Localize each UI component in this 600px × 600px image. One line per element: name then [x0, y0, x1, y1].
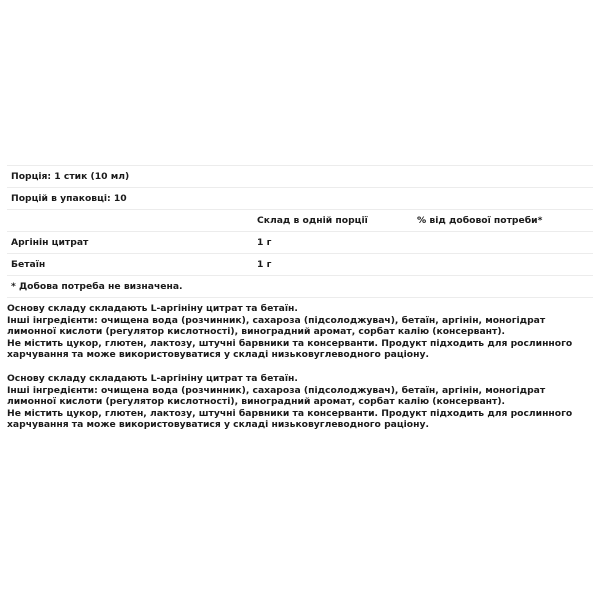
- footnote-row: [7, 276, 593, 298]
- table-header-row: [7, 210, 593, 232]
- table-row: [7, 232, 593, 254]
- ingredient-name: Аргінін цитрат: [11, 237, 89, 248]
- servings-per-package: Порцій в упаковці: 10: [11, 193, 127, 204]
- ingredient-amount: 1 г: [257, 237, 272, 248]
- header-amount-per-serving: Склад в одній порції: [257, 215, 368, 226]
- nutrition-facts-table: [7, 165, 593, 298]
- description-block: [7, 303, 595, 361]
- ingredient-name: Бетаїн: [11, 259, 46, 270]
- footnote: * Добова потреба не визначена.: [11, 281, 183, 292]
- servings-per-package-row: [7, 188, 593, 210]
- serving-size-row: [7, 166, 593, 188]
- description-line: Не містить цукор, глютен, лактозу, штучні барвники та консерванти. Продукт підходить для рослинного харчування та може використовуватися у складі низьковуглеводного раціону.: [7, 337, 573, 361]
- serving-size: Порція: 1 стик (10 мл): [11, 171, 130, 182]
- description-block: [7, 373, 595, 431]
- ingredient-amount: 1 г: [257, 259, 272, 270]
- description-line: Не містить цукор, глютен, лактозу, штучні барвники та консерванти. Продукт підходить для рослинного харчування та може використовуватися у складі низьковуглеводного раціону.: [7, 407, 573, 431]
- description-line: Основу складу складають L-аргініну цитрат та бетаїн.: [7, 303, 298, 314]
- description-line: Основу складу складають L-аргініну цитрат та бетаїн.: [7, 373, 298, 384]
- description-line: Інші інгредієнти: очищена вода (розчинник), сахароза (підсолоджувач), бетаїн, аргінін, моногідрат лимонної кислоти (регулятор кислотності), виноградний аромат, сорбат калію (консервант).: [7, 314, 546, 338]
- table-row: [7, 254, 593, 276]
- description-line: Інші інгредієнти: очищена вода (розчинник), сахароза (підсолоджувач), бетаїн, аргінін, моногідрат лимонної кислоти (регулятор кислотності), виноградний аромат, сорбат калію (консервант).: [7, 384, 546, 408]
- header-daily-value: % від добової потреби*: [417, 215, 543, 226]
